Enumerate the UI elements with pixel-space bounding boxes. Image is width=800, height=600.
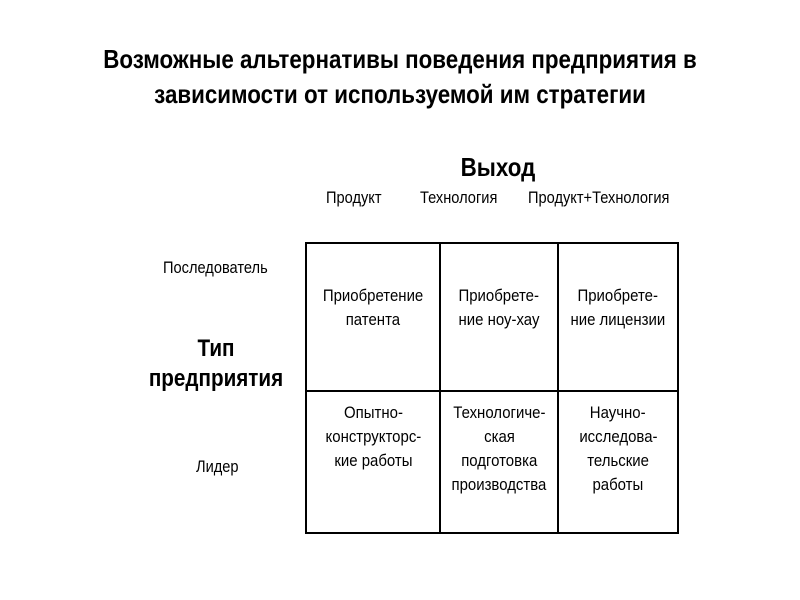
matrix-divider-horizontal — [307, 390, 677, 392]
matrix-cell-leader-technology — [441, 401, 557, 497]
cell-line: Приобрете- — [577, 286, 659, 305]
enterprise-type-heading — [147, 334, 285, 394]
column-label-product: Продукт — [326, 188, 382, 207]
cell-line: работы — [592, 475, 644, 494]
cell-line: Опытно- — [343, 403, 403, 422]
slide-title — [90, 42, 709, 112]
row-label-follower: Последователь — [163, 258, 268, 277]
slide-title-line-1: Возможные альтернативы поведения предприятия в — [103, 44, 697, 74]
output-heading: Выход — [460, 152, 536, 182]
enterprise-type-heading-line-1: Тип — [197, 335, 235, 362]
cell-line: конструкторс- — [325, 427, 421, 446]
column-label-technology: Технология — [420, 188, 498, 207]
enterprise-type-heading-line-2: предприятия — [148, 365, 284, 392]
cell-line: Приобретение — [322, 286, 424, 305]
cell-line: кие работы — [333, 451, 413, 470]
slide-title-line-2: зависимости от используемой им стратегии — [154, 79, 646, 109]
cell-line: Научно- — [590, 403, 646, 422]
cell-line: подготовка — [460, 451, 538, 470]
matrix-cell-follower-technology — [441, 284, 557, 332]
cell-line: производства — [451, 475, 547, 494]
cell-line: тельские — [587, 451, 649, 470]
cell-line: ние ноу-хау — [458, 310, 540, 329]
matrix-cell-follower-product-technology — [559, 284, 677, 332]
matrix-cell-follower-product — [307, 284, 439, 332]
cell-line: исследова- — [578, 427, 658, 446]
strategy-matrix — [305, 242, 679, 534]
cell-line: Приобрете- — [458, 286, 540, 305]
cell-line: ская — [483, 427, 515, 446]
row-label-leader: Лидер — [196, 457, 239, 476]
cell-line: Технологиче- — [452, 403, 546, 422]
cell-line: ние лицензии — [570, 310, 666, 329]
cell-line: патента — [345, 310, 401, 329]
column-label-product-technology: Продукт+Технология — [528, 188, 670, 207]
matrix-cell-leader-product — [307, 401, 439, 473]
matrix-cell-leader-product-technology — [559, 401, 677, 497]
